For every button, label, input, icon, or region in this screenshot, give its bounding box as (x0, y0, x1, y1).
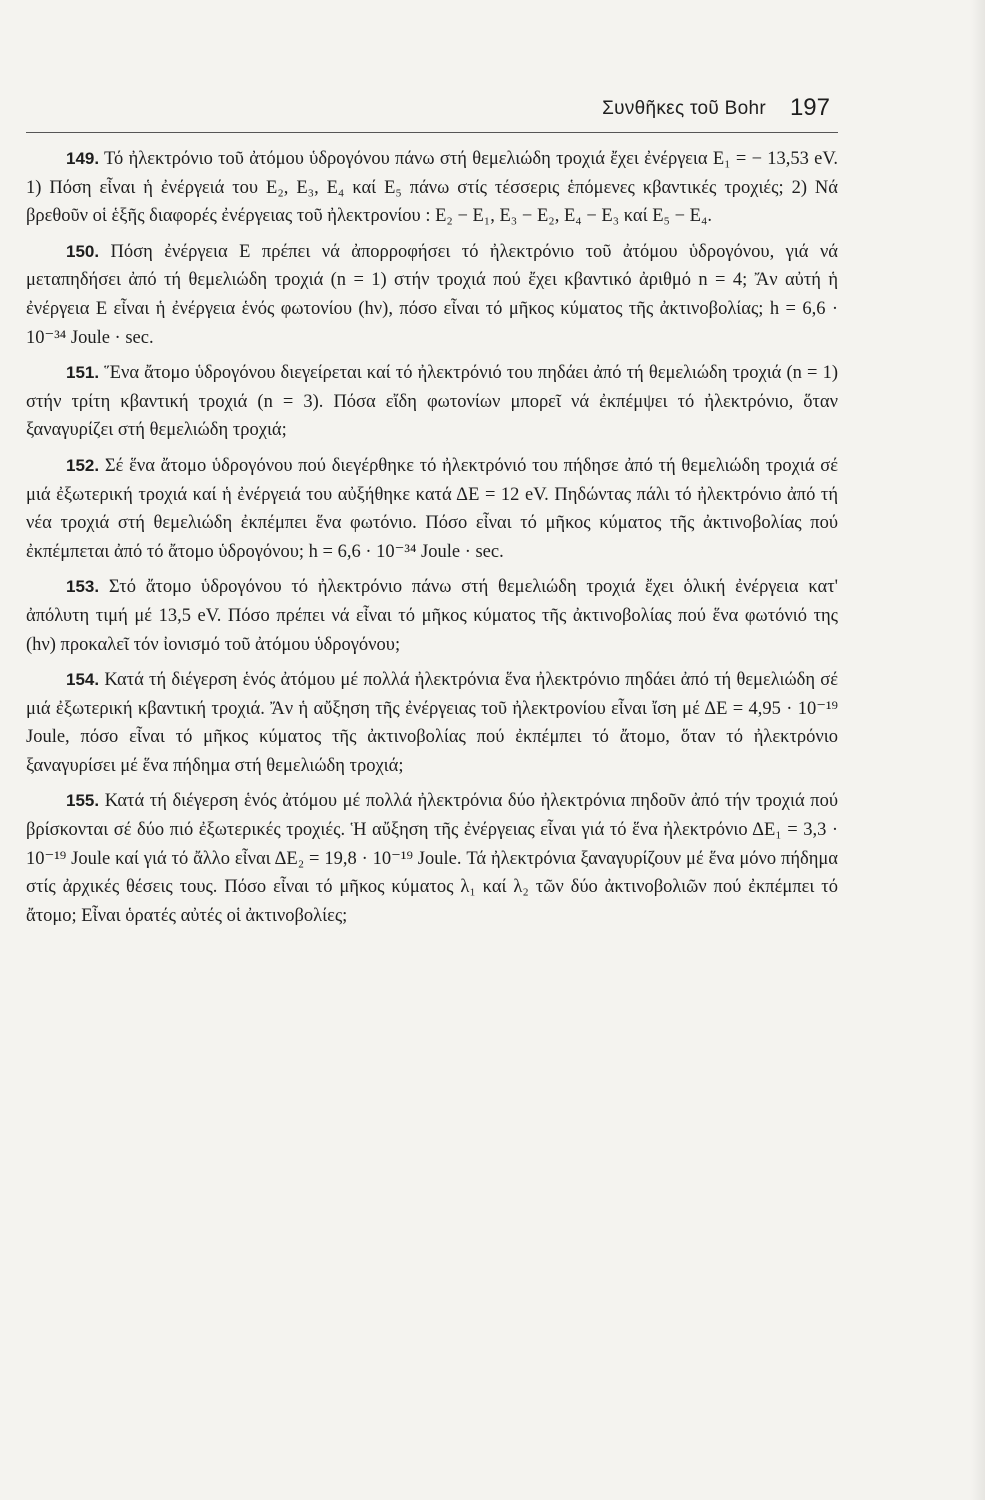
problem-text: Ἕνα ἄτομο ὑδρογόνου διεγείρεται καί τό ἠλεκτρόνιό του πηδάει ἀπό τή θεμελιώδη τροχιά (n = 1) στήν τρίτη κβαντική τροχιά (n = 3). Πόσα εἴδη φωτονίων μπορεῖ νά ἐκπέμψει τό ἠλεκτρόνιο, ὅταν ξαναγυρίζει στή θεμελιώδη τροχιά; (26, 363, 839, 441)
problem-number: 152. (66, 455, 100, 475)
problem-text: Κατά τή διέγερση ἑνός ἀτόμου μέ πολλά ἠλεκτρόνια δύο ἠλεκτρόνια πηδοῦν ἀπό τήν τροχιά πού βρίσκονται σέ δύο πιό ἐξωτερικές τροχιές. Ἡ αὔξηση τῆς ἐνέργειας εἶναι γιά τό ἕνα ἠλεκτρόνιο ΔE₁ = 3,3 · 10⁻¹⁹ Joule καί γιά τό ἄλλο εἶναι ΔE₂ = 19,8 · 10⁻¹⁹ Joule. Τά ἠλεκτρόνια ξαναγυρίζουν μέ ἕνα μόνο πήδημα στίς ἀρχικές θέσεις τους. Πόσο εἶναι τό μῆκος κύματος λ₁ καί λ₂ τῶν δύο ἀκτινοβολιῶν πού ἐκπέμπει τό ἄτομο; Εἶναι ὁρατές αὐτές οἱ ἀκτινοβολίες; (26, 791, 839, 926)
problem-text: Σέ ἕνα ἄτομο ὑδρογόνου πού διεγέρθηκε τό ἠλεκτρόνιό του πήδησε ἀπό τή θεμελιώδη τροχιά σέ μιά ἐξωτερική τροχιά καί ἡ ἐνέργειά του αὐξήθηκε κατά ΔE = 12 eV. Πηδώντας πάλι τό ἠλεκτρόνιο ἀπό τή νέα τροχιά στή θεμελιώδη ἐκπέμπει ἕνα φωτόνιο. Πόσο εἶναι τό μῆκος κύματος τῆς ἀκτινοβολίας πού ἐκπέμπεται ἀπό τό ἄτομο ὑδρογόνου; h = 6,6 · 10⁻³⁴ Joule · sec. (26, 455, 838, 562)
problem-number: 155. (66, 791, 100, 811)
header-title: Συνθῆκες τοῦ Bohr (602, 98, 766, 119)
problem-number: 153. (66, 577, 100, 597)
problem-text: Κατά τή διέγερση ἑνός ἀτόμου μέ πολλά ἠλεκτρόνια ἕνα ἠλεκτρόνιο πηδάει ἀπό τή θεμελιώδη σέ μιά ἐξωτερική κβαντική τροχιά. Ἄν ἡ αὔξηση τῆς ἐνέργειας τοῦ ἠλεκτρονίου εἶναι ἴση μέ ΔE = 4,95 · 10⁻¹⁹ Joule, πόσο εἶναι τό μῆκος κύματος τῆς ἀκτινοβολίας πού ἐκπέμπει τό ἄτομο, ὅταν τό ἠλεκτρόνιο ξαναγυρίσει μέ ἕνα πήδημα στή θεμελιώδη τροχιά; (26, 670, 839, 776)
page-edge (971, 0, 985, 1500)
problem-text: Πόση ἐνέργεια E πρέπει νά ἀπορροφήσει τό ἠλεκτρόνιο τοῦ ἀτόμου ὑδρογόνου, γιά νά μεταπηδήσει ἀπό τή θεμελιώδη τροχιά (n = 1) στήν τροχιά πού ἔχει κβαντικό ἀριθμό n = 4; Ἄν αὐτή ἡ ἐνέργεια E εἶναι ἡ ἐνέργεια ἑνός φωτονίου (hν), πόσο εἶναι τό μῆκος κύματος τῆς ἀκτινοβολίας; h = 6,6 · 10⁻³⁴ Joule · sec. (26, 241, 839, 348)
problem-number: 149. (66, 149, 100, 168)
problem-text: Τό ἠλεκτρόνιο τοῦ ἀτόμου ὑδρογόνου πάνω στή θεμελιώδη τροχιά ἔχει ἐνέργεια E₁ = − 13,53 eV. 1) Πόση εἶναι ἡ ἐνέργειά του E₂, E₃, E₄ καί E₅ πάνω στίς τέσσερις ἑπόμενες κβαντικές τροχιές; 2) Νά βρεθοῦν οἱ ἑξῆς διαφορές ἐνέργειας τοῦ ἠλεκτρονίου : E₂ − E₁, E₃ − E₂, E₄ − E₃ καί E₅ − E₄. (26, 149, 838, 227)
problem-151 (26, 359, 838, 445)
problem-154 (26, 666, 838, 780)
running-header (26, 92, 838, 133)
problem-152 (26, 452, 838, 566)
problem-number: 154. (66, 670, 100, 690)
problem-149 (26, 145, 838, 231)
problem-list (26, 145, 838, 937)
problem-155 (26, 787, 838, 930)
page-number: 197 (789, 94, 830, 121)
problem-150 (26, 238, 838, 352)
problem-number: 150. (66, 241, 100, 261)
problem-text: Στό ἄτομο ὑδρογόνου τό ἠλεκτρόνιο πάνω στή θεμελιώδη τροχιά ἔχει ὁλική ἐνέργεια κατ' ἀπόλυτη τιμή μέ 13,5 eV. Πόσο πρέπει νά εἶναι τό μῆκος κύματος τῆς ἀκτινοβολίας πού ἕνα φωτόνιό της (hν) προκαλεῖ τόν ἰονισμό τοῦ ἀτόμου ὑδρογόνου; (26, 577, 838, 655)
problem-number: 151. (66, 363, 100, 383)
problem-153 (26, 573, 838, 659)
